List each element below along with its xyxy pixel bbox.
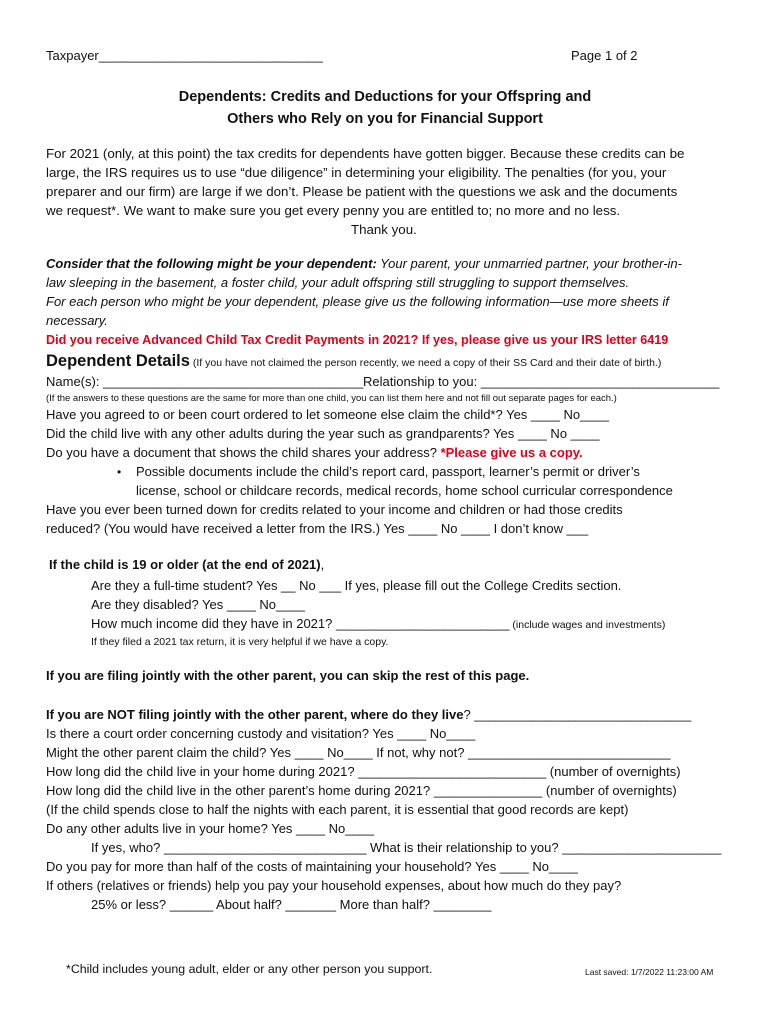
intro-line: large, the IRS requires us to use “due diligence” in determining your eligibility. The penalties (for you, your xyxy=(46,165,667,180)
joint-filing-note: If you are filing jointly with the other parent, you can skip the rest of this page. xyxy=(46,668,530,683)
bullet-icon: • xyxy=(117,465,122,479)
intro-line: For 2021 (only, at this point) the tax credits for dependents have gotten bigger. Because these credits can be xyxy=(46,146,685,161)
consider-line xyxy=(46,256,682,272)
address-question: Do you have a document that shows the child shares your address? xyxy=(46,445,441,460)
last-saved: Last saved: 1/7/2022 11:23:00 AM xyxy=(585,967,714,977)
older-heading-text: If the child is 19 or older (at the end of 2021) xyxy=(49,557,321,572)
question-line xyxy=(91,616,665,633)
question-line: 25% or less? ______ About half? _______ More than half? ________ xyxy=(91,897,492,912)
income-note: (include wages and investments) xyxy=(509,619,666,631)
names-field: Name(s): ____________________________________ xyxy=(46,374,364,389)
bullet-text: Possible documents include the child’s report card, passport, learner’s permit or driver’s xyxy=(136,464,640,479)
not-joint-heading-text: If you are NOT filing jointly with the other parent, where do they live xyxy=(46,707,464,722)
income-question: How much income did they have in 2021? ________________________ xyxy=(91,616,510,631)
question-line: If yes, who? ____________________________ What is their relationship to you? ______________________ xyxy=(91,840,722,855)
intro-line: preparer and our firm) are large if we don’t. Please be patient with the questions we ask and the documents xyxy=(46,184,678,199)
question-line: How long did the child live in the other parent’s home during 2021? _______________ (number of overnights) xyxy=(46,783,677,798)
consider-line: For each person who might be your dependent, please give us the following information—use more sheets if xyxy=(46,294,669,309)
question-line: Is there a court order concerning custody and visitation? Yes ____ No____ xyxy=(46,726,476,741)
question-line: Might the other parent claim the child? Yes ____ No____ If not, why not? ____________________________ xyxy=(46,745,671,760)
question-line: How long did the child live in your home during 2021? __________________________ (number of overnights) xyxy=(46,764,681,779)
taxpayer-field: Taxpayer_______________________________ xyxy=(46,48,323,63)
thank-you: Thank you. xyxy=(351,222,417,237)
answers-note: (If the answers to these questions are the same for more than one child, you can list them here and not fill out separate pages for each.) xyxy=(46,393,617,404)
question-line: Did the child live with any other adults during the year such as grandparents? Yes ____ No ____ xyxy=(46,426,600,441)
older-heading-comma: , xyxy=(320,557,325,572)
tax-return-note: If they filed a 2021 tax return, it is very helpful if we have a copy. xyxy=(91,636,389,648)
document-title-line2: Others who Rely on you for Financial Support xyxy=(227,111,543,127)
question-line: Have you agreed to or been court ordered to let someone else claim the child*? Yes ____ No____ xyxy=(46,407,609,422)
consider-lead: Consider that the following might be your dependent: xyxy=(46,256,377,271)
details-heading: Dependent Details xyxy=(46,352,190,370)
details-note: (If you have not claimed the person recently, we need a copy of their SS Card and their date of birth.) xyxy=(189,357,662,369)
bullet-text: license, school or childcare records, medical records, home school curricular correspondence xyxy=(136,483,673,498)
document-title-line1: Dependents: Credits and Deductions for your Offspring and xyxy=(178,89,592,105)
question-line xyxy=(46,445,583,461)
relationship-field: Relationship to you: _________________________________ xyxy=(363,374,720,389)
not-joint-heading xyxy=(46,707,691,723)
question-line: Are they disabled? Yes ____ No____ xyxy=(91,597,305,612)
advanced-payments-question: Did you receive Advanced Child Tax Credit Payments in 2021? If yes, please give us your IRS letter 6419 xyxy=(46,333,669,347)
dependent-details-heading xyxy=(46,350,661,374)
question-line: Do any other adults live in your home? Yes ____ No____ xyxy=(46,821,375,836)
question-line: reduced? (You would have received a letter from the IRS.) Yes ____ No ____ I don’t know ___ xyxy=(46,521,589,536)
question-line: Have you ever been turned down for credits related to your income and children or had those credits xyxy=(46,502,623,517)
page-number: Page 1 of 2 xyxy=(571,48,638,63)
intro-line: we request*. We want to make sure you get every penny you are entitled to; no more and no less. xyxy=(46,203,621,218)
footnote: *Child includes young adult, elder or any other person you support. xyxy=(66,962,433,976)
copy-request: *Please give us a copy. xyxy=(440,445,583,460)
question-line: If others (relatives or friends) help you pay your household expenses, about how much do they pay? xyxy=(46,878,622,893)
question-line: (If the child spends close to half the nights with each parent, it is essential that good records are kept) xyxy=(46,802,629,817)
consider-line: law sleeping in the basement, a foster child, your adult offspring still struggling to support themselves. xyxy=(46,275,630,290)
not-joint-heading-blank: ? ______________________________ xyxy=(463,707,692,722)
older-heading xyxy=(49,557,324,573)
consider-rest: Your parent, your unmarried partner, your brother-in- xyxy=(376,256,682,271)
question-line: Are they a full-time student? Yes __ No ___ If yes, please fill out the College Credits section. xyxy=(91,578,622,593)
consider-line: necessary. xyxy=(46,313,108,328)
question-line: Do you pay for more than half of the costs of maintaining your household? Yes ____ No____ xyxy=(46,859,578,874)
